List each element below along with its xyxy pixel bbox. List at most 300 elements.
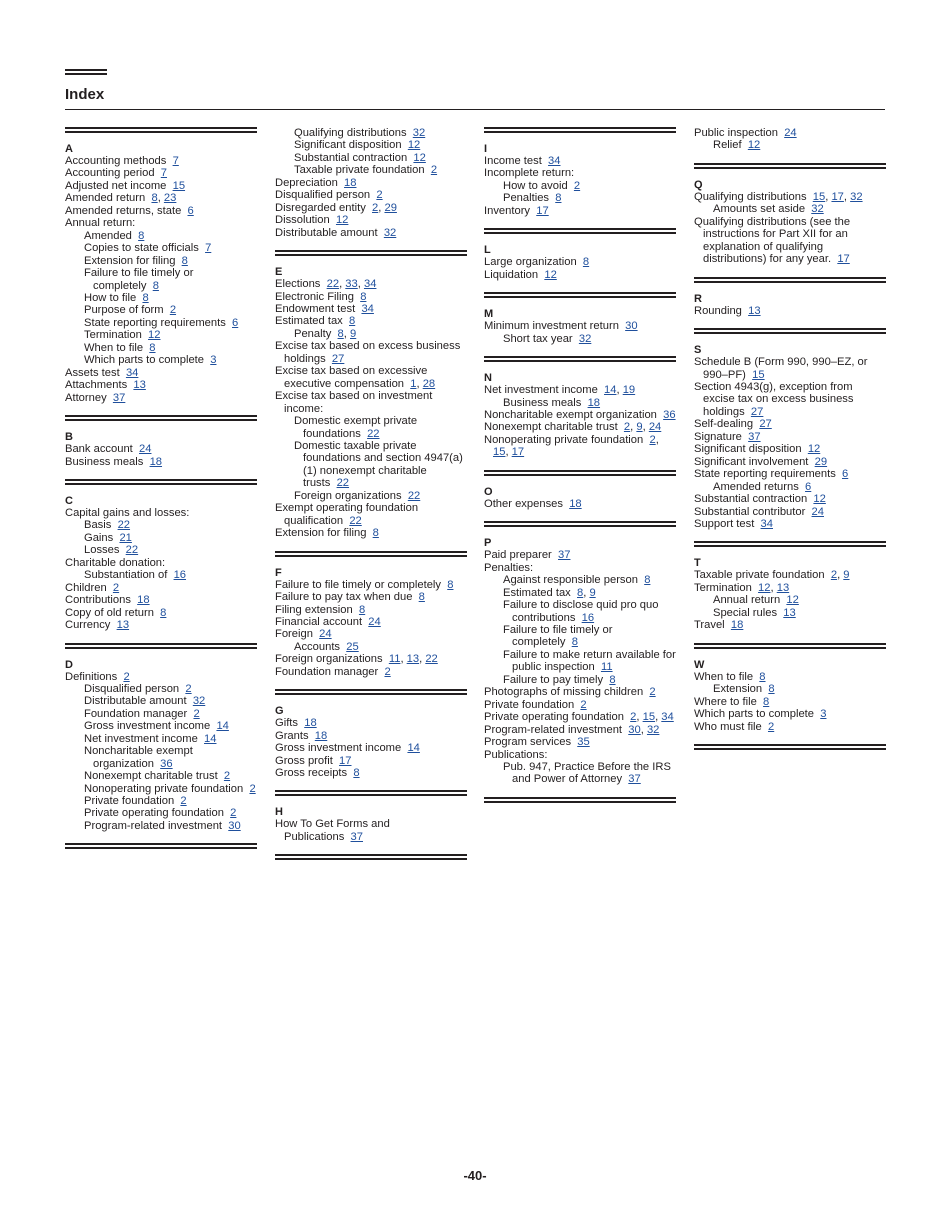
entry-term: Where to file — [694, 695, 757, 708]
entry-term: Adjusted net income — [65, 179, 167, 192]
entry-term: Net investment income — [84, 732, 198, 745]
entry-term: Estimated tax — [503, 586, 571, 599]
page-ref-link[interactable]: 34 — [548, 155, 561, 167]
index-section — [694, 643, 886, 733]
entry-page-refs — [315, 730, 327, 742]
entry-page-refs — [748, 139, 760, 151]
page-ref-link[interactable]: 8 — [372, 527, 379, 540]
entry-term: Qualifying distributions — [294, 127, 407, 139]
page-ref-link[interactable]: 22 — [125, 544, 139, 557]
page-ref-link[interactable]: 15 — [172, 179, 186, 192]
entry-term: Copy of old return — [65, 606, 154, 619]
index-section — [275, 250, 467, 540]
page-ref-link[interactable]: 8 — [447, 578, 454, 591]
page-ref-link[interactable]: 2 — [580, 698, 587, 711]
index-entry — [275, 591, 467, 603]
index-entry — [484, 205, 676, 217]
page-ref-link[interactable]: 8 — [768, 683, 775, 696]
entry-page-refs — [344, 177, 356, 189]
page-ref-link[interactable]: 17 — [511, 446, 525, 459]
entry-page-refs — [210, 354, 216, 366]
entry-term: Private operating foundation — [84, 807, 224, 820]
page-ref-link[interactable]: 8 — [152, 279, 159, 292]
page-ref-link[interactable]: 2 — [573, 179, 581, 192]
page-ref-link[interactable]: 13 — [783, 606, 796, 619]
entry-page-refs — [118, 519, 130, 531]
page-ref-link[interactable]: 37 — [350, 830, 363, 843]
page-ref-link[interactable]: 9 — [350, 327, 357, 340]
page-ref-link[interactable]: 12 — [807, 443, 821, 456]
entry-term: Nonoperating private foundation — [484, 433, 644, 446]
index-entry — [65, 329, 257, 341]
page-ref-link[interactable]: 34 — [661, 711, 674, 724]
entry-term: Failure to pay timely — [503, 673, 604, 686]
page-ref-link[interactable]: 25 — [346, 640, 359, 653]
index-entry — [694, 216, 886, 266]
page-ref-link[interactable]: 9 — [589, 586, 596, 599]
entry-term: Substantiation of — [84, 569, 168, 582]
entry-term: Gains — [84, 531, 114, 544]
section-letter: B — [65, 431, 73, 444]
index-entry — [275, 666, 467, 678]
page-ref-link[interactable]: 17 — [339, 754, 352, 767]
entry-page-refs — [625, 320, 637, 332]
entry-page-refs — [815, 456, 827, 468]
page-ref-link[interactable]: 14 — [204, 732, 217, 745]
section-letter: P — [484, 537, 492, 550]
entry-page-refs — [346, 641, 358, 653]
entry-page-refs — [588, 397, 600, 409]
entry-term: Failure to disclose quid pro quo contributions — [503, 599, 659, 624]
index-entry — [694, 443, 886, 455]
entry-page-refs — [447, 579, 453, 591]
page-ref-link[interactable]: 8 — [418, 591, 425, 604]
index-entry — [275, 527, 467, 539]
entry-term: When to file — [84, 341, 144, 354]
index-entry — [694, 721, 886, 733]
page-ref-link[interactable]: 8 — [609, 673, 616, 686]
page-ref-link[interactable]: 32 — [578, 332, 592, 345]
page-ref-link[interactable]: 12 — [544, 268, 557, 281]
page-ref-link[interactable]: 7 — [205, 242, 212, 255]
entry-term: Failure to file timely or completely — [503, 623, 613, 649]
page-ref-link[interactable]: 18 — [344, 176, 357, 189]
page-ref-link[interactable]: 6 — [232, 316, 239, 329]
page-ref-link[interactable]: 2 — [623, 421, 631, 434]
index-entry — [275, 730, 467, 742]
column-end-divider — [275, 854, 467, 860]
page-ref-link[interactable]: 34 — [361, 302, 374, 315]
entry-term: Amounts set aside — [713, 203, 806, 216]
entry-page-refs — [763, 696, 769, 708]
page-ref-link[interactable]: 14 — [604, 384, 617, 397]
entry-term: Nonexempt charitable trust — [484, 421, 618, 434]
entry-page-refs — [413, 127, 425, 139]
entry-page-refs — [731, 619, 743, 631]
index-entry — [484, 549, 676, 561]
page-ref-link[interactable]: 6 — [842, 468, 849, 481]
page-ref-link[interactable]: 2 — [185, 682, 192, 695]
entry-page-refs — [193, 695, 205, 707]
entry-page-refs — [609, 674, 615, 686]
page-ref-link[interactable]: 2 — [830, 569, 838, 582]
page-ref-link[interactable]: 37 — [558, 549, 571, 562]
entry-term: Nonoperating private foundation — [84, 782, 244, 795]
page-ref-link[interactable]: 12 — [813, 493, 826, 506]
page-ref-link[interactable]: 13 — [776, 581, 790, 594]
section-divider — [484, 470, 676, 476]
page-ref-link[interactable]: 36 — [160, 757, 173, 770]
page-ref-link[interactable]: 2 — [649, 686, 656, 699]
page-ref-link[interactable]: 2 — [112, 581, 120, 594]
entry-term: Purpose of form — [84, 304, 164, 317]
page-ref-link[interactable]: 6 — [187, 204, 194, 217]
page-ref-link[interactable]: 29 — [814, 455, 828, 468]
entry-page-refs — [153, 280, 159, 292]
entry-term: Annual return — [713, 594, 781, 607]
page-ref-link[interactable]: 18 — [304, 717, 317, 730]
page-ref-link[interactable]: 2 — [193, 707, 200, 720]
page-ref-link[interactable]: 17 — [837, 253, 850, 266]
page-ref-link[interactable]: 22 — [367, 427, 380, 440]
page-ref-link[interactable]: 9 — [636, 421, 643, 434]
page-ref-link[interactable]: 13 — [748, 304, 761, 317]
page-ref-link[interactable]: 27 — [759, 418, 772, 431]
page-ref-link[interactable]: 11 — [600, 661, 613, 674]
entry-page-refs — [304, 717, 316, 729]
page-ref-link[interactable]: 32 — [383, 226, 397, 239]
entry-term: Income test — [484, 155, 542, 167]
page-ref-link[interactable]: 27 — [331, 352, 345, 365]
entry-page-refs — [644, 574, 650, 586]
page-ref-link[interactable]: 2 — [630, 711, 637, 724]
section-letter: D — [65, 658, 73, 671]
page-ref-link[interactable]: 12 — [335, 214, 349, 227]
section-letter: E — [275, 266, 283, 279]
page-ref-link[interactable]: 13 — [406, 653, 420, 666]
entry-term: Contributions — [65, 594, 131, 607]
entry-term: Disregarded entity — [275, 201, 366, 214]
entry-term: Noncharitable exempt organization — [484, 408, 657, 421]
entry-term: Distributable amount — [84, 695, 187, 708]
index-entry — [65, 379, 257, 391]
page-ref-link[interactable]: 32 — [412, 127, 426, 139]
page-ref-link[interactable]: 22 — [326, 278, 340, 291]
entry-term: Losses — [84, 544, 120, 557]
entry-page-refs: 8, 9 — [337, 327, 357, 340]
entry-term: Elections — [275, 278, 321, 291]
section-divider — [275, 250, 467, 256]
page-ref-link[interactable]: 2 — [767, 720, 775, 733]
page-ref-link[interactable]: 8 — [360, 290, 367, 303]
index-entry — [484, 397, 676, 409]
page-ref-link[interactable]: 24 — [319, 628, 332, 641]
index-entry — [275, 616, 467, 628]
page-ref-link[interactable]: 17 — [536, 204, 549, 217]
entry-page-refs — [649, 686, 655, 698]
page-ref-link[interactable]: 24 — [648, 421, 662, 434]
page-ref-link[interactable]: 12 — [786, 594, 799, 607]
entry-page-refs — [751, 406, 763, 418]
page-ref-link[interactable]: 33 — [345, 278, 358, 291]
index-entry — [65, 304, 257, 316]
page-ref-link[interactable]: 8 — [644, 574, 651, 587]
page-ref-link[interactable]: 37 — [112, 391, 126, 404]
entry-term: Excise tax based on excessive executive compensation — [275, 365, 428, 390]
entry-page-refs — [353, 767, 359, 779]
page-ref-link[interactable]: 18 — [137, 594, 150, 607]
entry-term: Private foundation — [484, 698, 575, 711]
page-ref-link[interactable]: 18 — [587, 396, 601, 409]
page-ref-link[interactable]: 21 — [119, 531, 132, 544]
page-ref-link[interactable]: 16 — [581, 611, 595, 624]
entry-page-refs — [188, 205, 194, 217]
page-ref-link[interactable]: 8 — [337, 327, 344, 340]
page-ref-link[interactable]: 11 — [388, 653, 401, 666]
entry-term: Significant disposition — [694, 443, 802, 456]
page-ref-link[interactable]: 12 — [148, 329, 161, 342]
page-title: Index — [65, 86, 105, 103]
entry-term: Substantial contraction — [294, 151, 408, 164]
page-ref-link[interactable]: 22 — [336, 477, 350, 490]
index-column-3 — [484, 127, 676, 803]
entry-page-refs — [812, 506, 824, 518]
page-ref-link[interactable]: 22 — [407, 489, 421, 502]
page-ref-link[interactable]: 12 — [407, 139, 421, 152]
entry-term: Section 4943(g), exception from excise tax on excess business holdings — [694, 380, 854, 418]
index-entry — [65, 519, 257, 531]
page-ref-link[interactable]: 2 — [230, 807, 237, 820]
entry-page-refs — [419, 591, 425, 603]
page-ref-link[interactable]: 8 — [577, 586, 584, 599]
page-ref-link[interactable]: 2 — [249, 782, 256, 795]
page-ref-link[interactable]: 24 — [811, 505, 824, 518]
index-column-4 — [694, 127, 886, 750]
page-ref-link[interactable]: 15 — [493, 446, 506, 459]
index-entry — [694, 127, 886, 139]
page-ref-link[interactable]: 2 — [430, 164, 438, 177]
page-ref-link[interactable]: 24 — [139, 443, 152, 456]
page-ref-link[interactable]: 14 — [407, 742, 420, 755]
entry-term: Copies to state officials — [84, 242, 199, 255]
page-ref-link[interactable]: 30 — [228, 819, 241, 832]
page-ref-link[interactable]: 28 — [422, 377, 436, 390]
entry-page-refs — [319, 628, 331, 640]
page-ref-link[interactable]: 19 — [622, 384, 636, 397]
section-divider — [484, 127, 676, 133]
entry-term: Other expenses — [484, 497, 563, 510]
index-entry — [694, 203, 886, 215]
page-ref-link[interactable]: 2 — [223, 770, 231, 783]
page-ref-link[interactable]: 18 — [569, 497, 582, 510]
page-ref-link[interactable]: 32 — [811, 203, 824, 216]
page-ref-link[interactable]: 2 — [384, 665, 391, 678]
page-ref-link[interactable]: 2 — [372, 201, 379, 214]
page-ref-link[interactable]: 12 — [747, 139, 761, 152]
entry-term: Who must file — [694, 720, 762, 733]
page-ref-link[interactable]: 30 — [625, 320, 638, 333]
entry-term: Program-related investment — [484, 723, 623, 736]
page-ref-link[interactable]: 36 — [663, 408, 676, 421]
page-ref-link[interactable]: 8 — [353, 767, 360, 780]
entry-page-refs — [384, 666, 390, 678]
index-entry — [275, 717, 467, 729]
entry-page-refs — [139, 443, 151, 455]
entry-page-refs — [332, 353, 344, 365]
page-ref-link[interactable]: 8 — [555, 192, 562, 205]
section-divider — [484, 356, 676, 362]
index-entry — [65, 569, 257, 581]
entry-term: Significant involvement — [694, 455, 809, 468]
entry-term: Extension — [713, 683, 763, 696]
page-ref-link[interactable]: 8 — [759, 670, 766, 683]
index-entry — [65, 155, 257, 167]
index-entry — [65, 192, 257, 204]
page-ref-link[interactable]: 6 — [805, 480, 812, 493]
page-ref-link[interactable]: 3 — [820, 708, 827, 721]
section-divider — [65, 127, 257, 133]
page-ref-link[interactable]: 12 — [413, 151, 426, 164]
page-ref-link[interactable]: 8 — [349, 315, 356, 328]
index-entry — [65, 619, 257, 631]
page-ref-link[interactable]: 37 — [748, 430, 761, 443]
entry-term: Rounding — [694, 304, 742, 317]
page-ref-link[interactable]: 8 — [138, 229, 145, 242]
page-ref-link[interactable]: 12 — [758, 581, 771, 594]
page-ref-link[interactable]: 13 — [116, 619, 130, 632]
entry-term: Qualifying distributions — [694, 190, 807, 203]
entry-term: Exempt operating foundation qualification — [275, 502, 419, 527]
page-ref-link[interactable]: 7 — [160, 167, 168, 180]
page-ref-link[interactable]: 18 — [730, 619, 744, 632]
entry-term: Children — [65, 581, 107, 594]
page-ref-link[interactable]: 8 — [181, 254, 188, 267]
page-ref-link[interactable]: 30 — [628, 723, 641, 736]
column-end-divider — [694, 744, 886, 750]
entry-term: Gross investment income — [84, 720, 211, 733]
entry-term: Program-related investment — [84, 819, 223, 832]
entry-page-refs — [752, 369, 764, 381]
entry-term: Distributable amount — [275, 226, 378, 239]
index-entry — [65, 783, 257, 795]
page-ref-link[interactable]: 32 — [850, 190, 863, 203]
page-ref-link[interactable]: 2 — [123, 670, 130, 683]
section-divider — [275, 689, 467, 695]
page-ref-link[interactable]: 2 — [376, 189, 383, 202]
page-ref-link[interactable]: 8 — [571, 636, 578, 649]
page-ref-link[interactable]: 8 — [582, 256, 590, 269]
page-ref-link[interactable]: 23 — [163, 192, 177, 205]
entry-term: Taxable private foundation — [694, 569, 825, 582]
section-divider — [694, 643, 886, 649]
page-ref-link[interactable]: 35 — [577, 736, 590, 749]
page-ref-link[interactable]: 2 — [649, 433, 656, 446]
index-entry — [65, 733, 257, 745]
entry-page-refs — [113, 582, 119, 594]
page-ref-link[interactable]: 29 — [384, 201, 397, 214]
entry-page-refs — [544, 269, 556, 281]
page-ref-link[interactable]: 15 — [752, 368, 765, 381]
entry-page-refs — [360, 291, 366, 303]
page-ref-link[interactable]: 7 — [172, 155, 179, 167]
page-ref-link[interactable]: 8 — [160, 606, 167, 619]
page-ref-link[interactable]: 8 — [149, 341, 156, 354]
page-ref-link[interactable]: 17 — [831, 190, 844, 203]
page-ref-link[interactable]: 37 — [628, 773, 641, 786]
page-ref-link[interactable]: 3 — [210, 354, 217, 367]
page-ref-link[interactable]: 22 — [425, 653, 438, 666]
index-entry — [65, 708, 257, 720]
page-ref-link[interactable]: 15 — [812, 190, 826, 203]
index-entry — [275, 164, 467, 176]
page-ref-link[interactable]: 27 — [750, 405, 764, 418]
index-entry — [275, 502, 467, 527]
title-decoration — [65, 69, 107, 77]
index-entry — [65, 770, 257, 782]
index-entry — [484, 498, 676, 510]
entry-page-refs: 2, 15, 34 — [630, 711, 674, 724]
index-entry — [275, 189, 467, 201]
page-ref-link[interactable]: 18 — [314, 729, 328, 742]
section-divider — [484, 292, 676, 298]
page-ref-link[interactable]: 8 — [151, 192, 158, 205]
page-ref-link[interactable]: 24 — [784, 127, 797, 139]
page-ref-link[interactable]: 32 — [192, 695, 206, 708]
entry-term: Disqualified person — [275, 189, 371, 202]
page-ref-link[interactable]: 22 — [349, 514, 362, 527]
entry-page-refs — [349, 315, 355, 327]
page-ref-link[interactable]: 32 — [646, 723, 660, 736]
entry-term: Against responsible person — [503, 574, 638, 587]
page-ref-link[interactable]: 1 — [410, 377, 417, 390]
entry-page-refs — [149, 342, 155, 354]
page-ref-link[interactable]: 14 — [216, 720, 229, 733]
page-ref-link[interactable]: 8 — [142, 291, 149, 304]
page-ref-link[interactable]: 13 — [133, 379, 146, 392]
page-ref-link[interactable]: 22 — [117, 519, 131, 532]
page-ref-link[interactable]: 34 — [363, 278, 377, 291]
page-ref-link[interactable]: 2 — [180, 795, 187, 808]
index-entry — [275, 291, 467, 303]
entry-term: Attorney — [65, 391, 107, 404]
page-ref-link[interactable]: 16 — [173, 569, 187, 582]
entry-page-refs — [339, 755, 351, 767]
entry-term: Which parts to complete — [84, 354, 205, 367]
page-ref-link[interactable]: 8 — [358, 603, 366, 616]
entry-term: Large organization — [484, 256, 577, 269]
entry-term: Endowment test — [275, 302, 356, 315]
index-entry — [65, 230, 257, 242]
section-divider — [65, 643, 257, 649]
page-ref-link[interactable]: 34 — [125, 366, 139, 379]
page-ref-link[interactable]: 34 — [760, 517, 773, 530]
page-ref-link[interactable]: 15 — [642, 711, 656, 724]
page-ref-link[interactable]: 24 — [368, 615, 381, 628]
entry-term: Annual return: — [65, 217, 136, 230]
page-ref-link[interactable]: 8 — [763, 695, 770, 708]
page-ref-link[interactable]: 18 — [149, 455, 163, 468]
entry-term: Failure to file timely or completely — [84, 267, 194, 292]
index-entry — [275, 755, 467, 767]
entry-term: Private operating foundation — [484, 711, 624, 724]
entry-page-refs: 12, 13 — [758, 581, 790, 594]
index-entry — [484, 599, 676, 624]
entry-page-refs — [232, 317, 238, 329]
page-ref-link[interactable]: 2 — [169, 304, 177, 317]
index-entry — [65, 180, 257, 192]
index-entry — [65, 820, 257, 832]
page-ref-link[interactable]: 9 — [843, 569, 850, 582]
